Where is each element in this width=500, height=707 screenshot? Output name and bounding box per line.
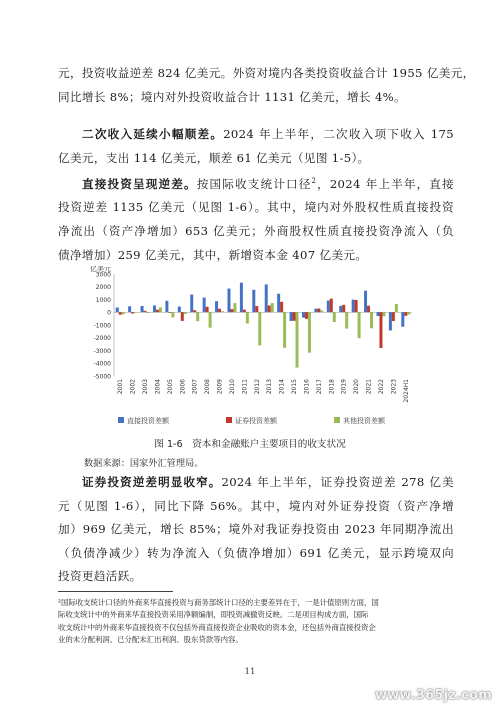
bar-direct-2012 (252, 290, 255, 312)
text-line: 加）969 亿美元，增长 85%；境外对我证券投资由 2023 年同期净流出 (58, 522, 454, 537)
bar-portfolio-2020 (355, 300, 358, 312)
legend-swatch (226, 417, 232, 423)
bar-direct-2009 (215, 301, 218, 312)
bar-direct-2005 (165, 301, 168, 312)
y-tick-label: 1000 (95, 296, 111, 304)
x-tick-label: 2012 (253, 379, 261, 395)
paragraph-direct-investment (58, 170, 454, 267)
bar-portfolio-2002 (131, 312, 134, 313)
bar-direct-2014 (277, 294, 280, 312)
bar-portfolio-2006 (181, 312, 184, 321)
bar-portfolio-2016 (305, 312, 308, 319)
footnote-ref[interactable]: 2 (311, 177, 317, 185)
bar-other-2020 (358, 312, 361, 338)
x-tick-label: 2005 (166, 379, 174, 395)
bar-other-2002 (134, 312, 137, 313)
x-tick-label: 2015 (291, 379, 299, 395)
bar-portfolio-2010 (230, 309, 233, 312)
text-line (58, 123, 454, 147)
figure-caption: 图 1-6 资本和金融账户主要项目的收支状况 (154, 439, 346, 450)
text-line: 投资更趋活跃。 (58, 569, 142, 584)
bar-direct-2019 (339, 306, 342, 312)
bar-direct-2006 (178, 307, 181, 313)
bar-other-2006 (184, 312, 187, 314)
page-number: 11 (244, 667, 256, 677)
bar-portfolio-2004 (156, 310, 159, 313)
y-tick-label: -5000 (93, 373, 111, 381)
legend-label: 其他投资差额 (343, 417, 385, 425)
bar-direct-2016 (302, 312, 305, 317)
bar-direct-2010 (227, 289, 230, 313)
x-tick-label: 2007 (191, 379, 199, 395)
bar-portfolio-2014 (280, 302, 283, 312)
bar-portfolio-2005 (168, 312, 171, 313)
bar-portfolio-2012 (255, 306, 258, 312)
x-tick-label: 2008 (204, 379, 212, 395)
bar-direct-2015 (290, 312, 293, 321)
bar-other-2003 (147, 312, 150, 313)
text-run: 2024 年上半年，证券投资逆差 278 亿美 (221, 475, 454, 489)
bar-portfolio-2013 (268, 305, 271, 312)
x-tick-label: 2011 (241, 379, 249, 395)
bar-direct-2023 (389, 312, 392, 330)
section-heading: 直接投资呈现逆差。 (82, 176, 197, 191)
bar-portfolio-2024H1 (404, 312, 407, 316)
bar-direct-2007 (190, 295, 193, 313)
bar-portfolio-2022 (379, 312, 382, 348)
bar-direct-2017 (314, 309, 317, 313)
bar-portfolio-2017 (317, 309, 320, 313)
x-tick-label: 2020 (353, 379, 361, 395)
x-tick-label: 2009 (216, 379, 224, 395)
bar-other-2024H1 (407, 312, 410, 314)
legend-swatch (334, 417, 340, 423)
bar-portfolio-2021 (367, 306, 370, 313)
text-line: 亿美元，支出 114 亿美元，顺差 61 亿美元（见图 1-5）。 (58, 150, 370, 165)
bar-direct-2003 (141, 306, 144, 312)
capital-financial-account-chart (88, 266, 418, 431)
bar-other-2005 (171, 312, 174, 317)
legend-swatch (118, 417, 124, 423)
bar-other-2010 (233, 303, 236, 312)
text-run: 2024 年上半年，二次收入项下收入 175 (223, 127, 454, 141)
x-tick-label: 2010 (228, 379, 236, 395)
x-tick-label: 2014 (278, 379, 286, 395)
bar-portfolio-2018 (330, 299, 333, 313)
figure-source: 数据来源：国家外汇管理局。 (84, 458, 204, 469)
bar-portfolio-2003 (144, 311, 147, 312)
x-tick-label: 2004 (154, 379, 162, 395)
bar-direct-2011 (240, 283, 243, 313)
bar-direct-2024H1 (401, 312, 404, 326)
x-tick-label: 2003 (142, 379, 150, 395)
bar-portfolio-2015 (293, 312, 296, 321)
bar-other-2023 (395, 304, 398, 312)
text-line: 同比增长 8%；境内对外投资收益合计 1131 亿美元，增长 4%。 (58, 89, 406, 104)
y-tick-label: 3000 (95, 271, 111, 279)
bar-other-2004 (159, 307, 162, 312)
x-tick-label: 2001 (117, 379, 125, 395)
bar-other-2009 (221, 311, 224, 312)
text-run: ，2024 年上半年，直接 (316, 176, 455, 191)
bar-direct-2004 (153, 305, 156, 312)
bar-portfolio-2009 (218, 309, 221, 312)
bar-other-2017 (320, 310, 323, 312)
y-axis-label: 亿美元 (90, 266, 111, 273)
text-line: 元（见图 1-6），同比下降 56%。其中，境内对外证券投资（资产净增 (58, 498, 454, 513)
footnote-divider (58, 591, 173, 592)
footnote-line: 收支统计中的外商来华直接投资不仅包括外商直接投资企业吸收的资本金，还包括外商直接投资企 (58, 622, 376, 632)
legend-label: 直接投资差额 (127, 417, 169, 425)
bar-other-2022 (382, 312, 385, 316)
paragraph-investment-income (58, 62, 475, 109)
footnote (58, 597, 450, 647)
text-line (58, 471, 454, 495)
bar-other-2012 (258, 312, 261, 345)
x-tick-label: 2002 (129, 379, 137, 395)
legend-label: 证券投资差额 (235, 417, 277, 425)
bar-direct-2008 (203, 298, 206, 313)
bar-portfolio-2007 (193, 310, 196, 312)
x-tick-label: 2021 (365, 379, 373, 395)
text-line: 投资逆差 1135 亿美元（见图 1-6）。其中，境内对外股权性质直接投资 (58, 200, 454, 215)
x-tick-label: 2024H1 (402, 379, 410, 403)
bar-other-2011 (246, 312, 249, 323)
bar-direct-2018 (327, 301, 330, 313)
x-tick-label: 2016 (303, 379, 311, 395)
bar-portfolio-2001 (119, 312, 122, 314)
text-line: 净流出（资产净增加）653 亿美元；外商股权性质直接投资净流入（负 (58, 224, 454, 239)
y-tick-label: -2000 (93, 335, 111, 343)
x-tick-label: 2013 (266, 379, 274, 395)
text-line: （负债净减少）转为净流入（负债净增加）691 亿美元，显示跨境双向 (58, 545, 454, 560)
section-heading: 二次收入延续小幅顺差。 (82, 127, 224, 141)
bar-other-2007 (196, 312, 199, 321)
y-tick-label: -4000 (93, 360, 111, 368)
x-tick-label: 2023 (390, 379, 398, 395)
bar-other-2001 (122, 312, 125, 314)
section-heading: 证券投资逆差明显收窄。 (82, 475, 222, 489)
bar-other-2014 (283, 312, 286, 348)
bar-other-2013 (271, 303, 274, 312)
y-tick-label: 0 (107, 309, 111, 317)
text-line (58, 170, 454, 196)
bar-direct-2002 (128, 306, 131, 312)
footnote-line: 际收支统计中的外商来华直接投资采用净额编制，即投资减撤资反映。二是项目构成方面，国际 (58, 610, 369, 620)
bar-portfolio-2023 (392, 312, 395, 321)
paragraph-secondary-income (58, 123, 454, 170)
footnote-line: 业的未分配利润、已分配未汇出利润、股东贷款等内容。 (58, 635, 243, 645)
text-run: 按国际收支统计口径 (196, 176, 312, 191)
x-tick-label: 2019 (340, 379, 348, 395)
x-tick-label: 2022 (377, 379, 385, 395)
y-tick-label: -3000 (93, 347, 111, 355)
bar-other-2015 (296, 312, 299, 367)
bar-direct-2022 (376, 312, 379, 316)
bar-direct-2001 (116, 308, 119, 313)
bar-direct-2013 (265, 284, 268, 312)
paragraph-portfolio-investment (58, 471, 454, 589)
bar-other-2021 (370, 312, 373, 328)
text-line: 债净增加）259 亿美元，其中，新增资本金 407 亿美元。 (58, 247, 368, 262)
footnote-line: ²国际收支统计口径的外商来华直接投资与商务部统计口径的主要差异在于，一是计值原则方面，国 (58, 598, 379, 607)
bar-portfolio-2008 (206, 307, 209, 312)
x-tick-label: 2018 (328, 379, 336, 395)
bar-other-2019 (345, 312, 348, 328)
text-line: 元，投资收益逆差 824 亿美元。外资对境内各类投资收益合计 1955 亿美元， (58, 66, 475, 80)
bar-portfolio-2011 (243, 310, 246, 313)
x-tick-label: 2006 (179, 379, 187, 395)
bar-direct-2021 (364, 291, 367, 313)
bar-other-2018 (333, 312, 336, 322)
bar-other-2016 (308, 312, 311, 352)
bar-direct-2020 (352, 300, 355, 313)
x-tick-label: 2017 (315, 379, 323, 395)
y-tick-label: -1000 (93, 322, 111, 330)
y-tick-label: 2000 (95, 284, 111, 292)
watermark[interactable]: www.365jz.com (374, 688, 492, 703)
bar-portfolio-2019 (342, 305, 345, 312)
bar-other-2008 (209, 312, 212, 327)
